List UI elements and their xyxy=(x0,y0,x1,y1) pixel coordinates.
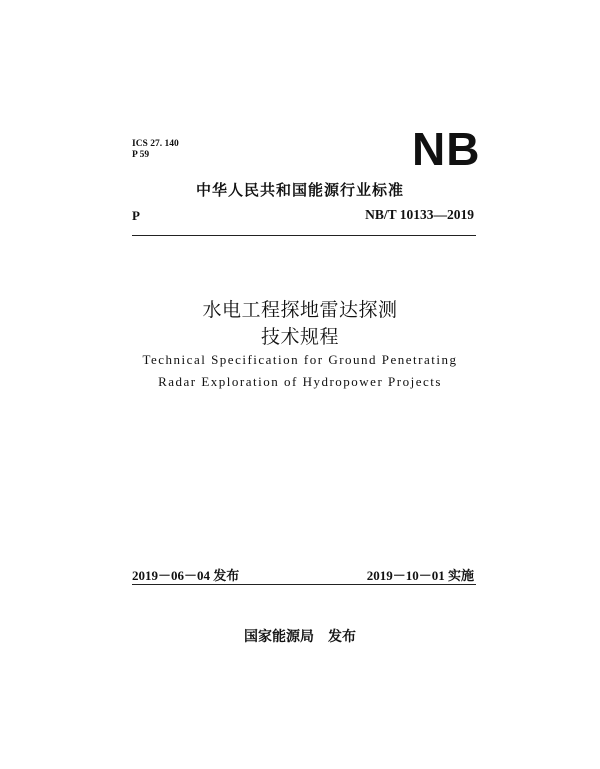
title-chinese-line1: 水电工程探地雷达探测 xyxy=(202,299,398,321)
standard-number: NB/T 10133—2019 xyxy=(365,207,474,222)
top-divider xyxy=(132,235,476,236)
ics-code: ICS 27. 140 xyxy=(132,139,179,149)
standard-category: P xyxy=(132,208,140,223)
standard-organization: 中华人民共和国能源行业标准 xyxy=(195,181,404,199)
title-english-line2: Radar Exploration of Hydropower Projects xyxy=(158,374,442,389)
title-english-line1: Technical Specification for Ground Penetrating xyxy=(142,352,458,367)
nb-logo: NB xyxy=(412,123,481,175)
bottom-divider xyxy=(132,584,476,585)
ics-codes xyxy=(132,139,179,161)
publisher: 国家能源局 发布 xyxy=(244,629,356,645)
classification-code: P 59 xyxy=(132,150,150,160)
issue-date: 2019－06－04 发布 xyxy=(132,568,240,583)
title-chinese-line2: 技术规程 xyxy=(260,326,339,348)
implementation-date: 2019－10－01 实施 xyxy=(366,568,474,583)
